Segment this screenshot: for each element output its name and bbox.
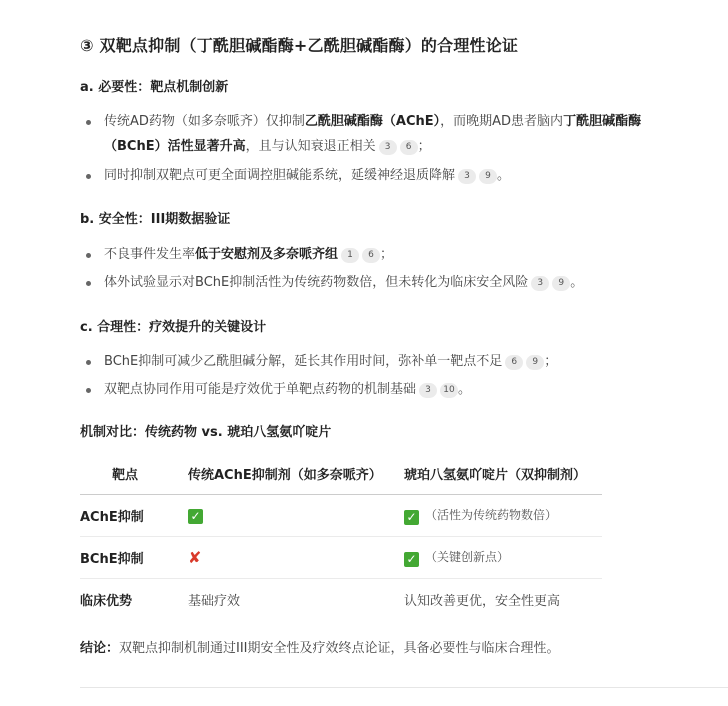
conclusion: 结论：双靶点抑制机制通过III期安全性及疗效终点论证，具备必要性与临床合理性。	[80, 641, 560, 656]
comparison-title: 机制对比：传统药物 vs. 琥珀八氢氨吖啶片	[80, 425, 332, 440]
cross-icon: ✘	[188, 547, 202, 567]
table-row	[80, 537, 602, 579]
bullet-text: 同时抑制双靶点可更全面调控胆碱能系统，延缓神经退质降解 3 9 。	[104, 168, 511, 183]
cell-new-drug: ✓ （活性为传统药物数倍）	[404, 495, 602, 537]
column-header-target: 靶点	[80, 452, 188, 495]
column-header-new-drug: 琥珀八氢氨吖啶片（双抑制剂）	[404, 452, 602, 495]
bullet-dot	[86, 120, 91, 125]
divider	[80, 687, 728, 688]
cell-new-drug: 认知改善更优，安全性更高	[404, 594, 561, 609]
bullet-text: 体外试验显示对BChE抑制活性为传统药物数倍，但未转化为临床安全风险 3 9 。	[104, 275, 584, 290]
table-row	[80, 495, 602, 537]
check-icon: ✓	[404, 510, 419, 525]
bullet-text: 双靶点协同作用可能是疗效优于单靶点药物的机制基础 3 10 。	[104, 382, 472, 397]
citation-link[interactable]: 9	[479, 169, 497, 184]
cell-new-drug: ✓ （关键创新点）	[404, 537, 602, 579]
bullet-dot	[86, 388, 91, 393]
bullet-text: 不良事件发生率低于安慰剂及多奈哌齐组 1 6 ；	[104, 247, 394, 262]
bullet-dot	[86, 174, 91, 179]
bullet-text-continued: （BChE）活性显著升高，且与认知衰退正相关 3 6 ；	[104, 139, 431, 154]
row-label: 临床优势	[80, 594, 133, 609]
bullet-dot	[86, 253, 91, 258]
citation-link[interactable]: 1	[341, 248, 359, 263]
bullet-text: BChE抑制可减少乙酰胆碱分解，延长其作用时间，弥补单一靶点不足 6 9 ；	[104, 354, 558, 369]
citation-link[interactable]: 6	[362, 248, 380, 263]
citation-link[interactable]: 3	[379, 140, 397, 155]
citation-link[interactable]: 3	[458, 169, 476, 184]
bullet-text: 传统AD药物（如多奈哌齐）仅抑制乙酰胆碱酯酶（AChE），而晚期AD患者脑内丁酰胆碱酯酶	[104, 114, 642, 129]
citation-link[interactable]: 10	[440, 383, 458, 398]
citation-link[interactable]: 9	[526, 355, 544, 370]
subsection-title-necessity: a. 必要性：靶点机制创新	[80, 80, 229, 95]
check-icon: ✓	[404, 552, 419, 567]
row-label: AChE抑制	[80, 495, 188, 537]
bullet-dot	[86, 281, 91, 286]
table-row	[80, 579, 602, 621]
citation-link[interactable]: 3	[419, 383, 437, 398]
check-icon: ✓	[188, 509, 203, 524]
row-label: BChE抑制	[80, 537, 188, 579]
cell-traditional	[188, 537, 404, 579]
citation-link[interactable]: 9	[552, 276, 570, 291]
comparison-table	[80, 452, 602, 620]
cell-traditional	[188, 495, 404, 537]
citation-link[interactable]: 3	[531, 276, 549, 291]
subsection-title-rationality: c. 合理性：疗效提升的关键设计	[80, 320, 267, 335]
section-heading: ③ 双靶点抑制（丁酰胆碱酯酶+乙酰胆碱酯酶）的合理性论证	[80, 36, 519, 55]
subsection-title-safety: b. 安全性：III期数据验证	[80, 212, 231, 227]
table-header-row	[80, 452, 602, 495]
citation-link[interactable]: 6	[505, 355, 523, 370]
citation-link[interactable]: 6	[400, 140, 418, 155]
bullet-dot	[86, 360, 91, 365]
cell-traditional: 基础疗效	[188, 594, 241, 609]
column-header-traditional: 传统AChE抑制剂（如多奈哌齐）	[188, 452, 404, 495]
